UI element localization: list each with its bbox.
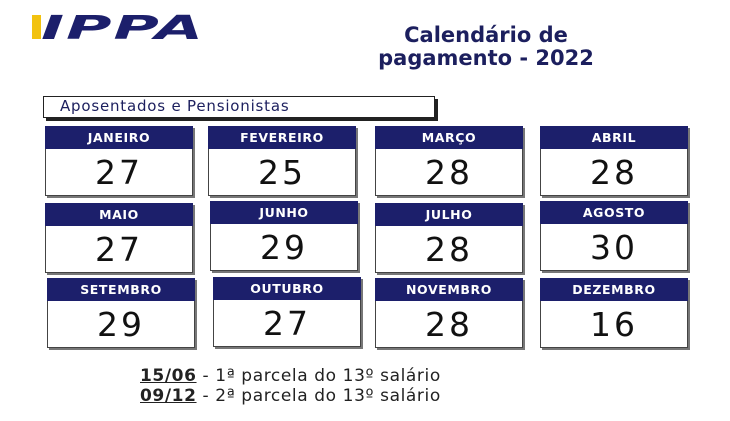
payment-day: 28 bbox=[590, 153, 638, 192]
payment-day: 29 bbox=[97, 305, 145, 344]
payment-day: 25 bbox=[258, 153, 306, 192]
ippa-logo bbox=[32, 12, 207, 42]
month-name: OUTUBRO bbox=[213, 277, 361, 300]
payment-day: 28 bbox=[425, 305, 473, 344]
note-text: - 2ª parcela do 13º salário bbox=[196, 386, 441, 406]
month-card-dezembro bbox=[540, 278, 688, 348]
month-name: MAIO bbox=[45, 203, 193, 226]
month-name: FEVEREIRO bbox=[208, 126, 356, 149]
month-card-julho bbox=[375, 203, 523, 273]
thirteenth-salary-notes bbox=[140, 366, 620, 406]
month-name: AGOSTO bbox=[540, 201, 688, 224]
title-line-1: Calendário de bbox=[404, 23, 568, 47]
month-name: SETEMBRO bbox=[47, 278, 195, 301]
month-name: DEZEMBRO bbox=[540, 278, 688, 301]
month-card-novembro bbox=[375, 278, 523, 348]
note-line-1 bbox=[140, 366, 620, 386]
payment-day: 16 bbox=[590, 305, 638, 344]
title-line-2: pagamento - 2022 bbox=[378, 46, 594, 70]
payment-day: 28 bbox=[425, 230, 473, 269]
payment-day: 28 bbox=[425, 153, 473, 192]
month-card-outubro bbox=[213, 277, 361, 347]
payment-day: 30 bbox=[590, 228, 638, 267]
month-name: JANEIRO bbox=[45, 126, 193, 149]
payment-day: 29 bbox=[260, 228, 308, 267]
month-card-junho bbox=[210, 201, 358, 271]
month-card-marco bbox=[375, 126, 523, 196]
note-date: 15/06 bbox=[140, 366, 197, 386]
month-name: MARÇO bbox=[375, 126, 523, 149]
month-name: NOVEMBRO bbox=[375, 278, 523, 301]
month-card-setembro bbox=[47, 278, 195, 348]
month-card-agosto bbox=[540, 201, 688, 271]
note-text: - 1ª parcela do 13º salário bbox=[196, 366, 441, 386]
month-card-maio bbox=[45, 203, 193, 273]
note-line-2 bbox=[140, 386, 620, 406]
month-name: JULHO bbox=[375, 203, 523, 226]
month-name: JUNHO bbox=[210, 201, 358, 224]
payment-day: 27 bbox=[95, 153, 143, 192]
month-card-abril bbox=[540, 126, 688, 196]
logo-text: IPPA bbox=[41, 12, 205, 42]
month-name: ABRIL bbox=[540, 126, 688, 149]
note-date: 09/12 bbox=[140, 386, 197, 406]
payment-day: 27 bbox=[95, 230, 143, 269]
month-card-janeiro bbox=[45, 126, 193, 196]
month-card-fevereiro bbox=[208, 126, 356, 196]
page-title bbox=[336, 24, 636, 70]
payment-day: 27 bbox=[263, 304, 311, 343]
section-label: Aposentados e Pensionistas bbox=[43, 96, 435, 118]
